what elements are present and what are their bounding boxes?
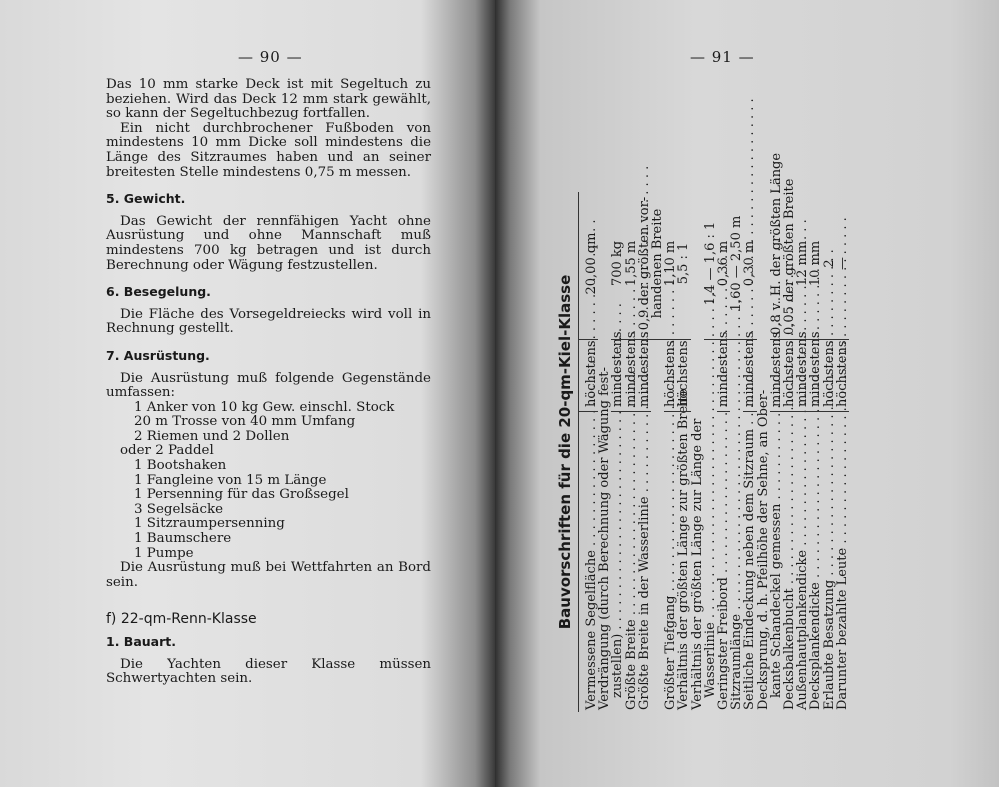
left-body [106, 78, 431, 687]
paragraph-equipment-intro: Die Ausrüstung muß folgende Gegenstände umfassen: [106, 370, 431, 401]
row-qualifier: mindestens [796, 340, 809, 412]
row-label: Decksplankendicke . . . [809, 412, 822, 712]
row-label: Darunter bezahlte Leute . . . [836, 412, 849, 712]
row-qualifier: mindestens [809, 340, 822, 412]
row-value: — [836, 192, 849, 340]
row-label: Größte Breite . . . [625, 412, 638, 712]
table-row [611, 192, 624, 712]
table-row [677, 192, 690, 712]
row-value: handenen Breite [651, 192, 664, 340]
page-number-left: — 90 — [238, 48, 303, 66]
list-item: 1 Anker von 10 kg Gew. einschl. Stock [134, 399, 395, 415]
table-row [625, 192, 638, 712]
list-item: 1 Baumschere [134, 531, 232, 547]
row-value: 5,5 : 1 [677, 192, 690, 340]
row-label: Größter Tiefgang . . . [664, 412, 677, 712]
row-value: 0,9 der größten vor- [638, 192, 651, 340]
table-row [809, 192, 822, 712]
heading-construction: 1. Bauart. [106, 634, 176, 649]
row-value: 1,4 — 1,6 : 1 [704, 192, 717, 340]
row-label: Außenhautplankendicke . . . [796, 412, 809, 712]
row-qualifier: mindestens [611, 340, 624, 412]
list-item: 1 Bootshaken [134, 458, 227, 474]
row-qualifier: mindestens [743, 340, 756, 412]
row-value: 2 [823, 192, 836, 340]
table-row [743, 192, 756, 712]
list-item: 1 Persenning für das Großsegel [134, 487, 349, 503]
row-qualifier: mindestens [717, 340, 730, 412]
row-label: Größte Breite in der Wasserlinie . . . [638, 412, 651, 712]
heading-equipment: 7. Ausrüstung. [106, 347, 210, 363]
left-page [0, 0, 495, 787]
list-item: oder 2 Paddel [120, 443, 214, 459]
rotated-table [552, 152, 882, 712]
list-item: 3 Segelsäcke [134, 501, 224, 517]
row-value: 0,8 v. H. der größten Länge [770, 192, 783, 340]
section-title: f) 22-qm-Renn-Klasse [106, 611, 257, 628]
table-row [757, 192, 770, 712]
row-value: 1,55 m [625, 192, 638, 340]
row-qualifier: höchstens [823, 340, 836, 412]
row-qualifier: höchstens [783, 340, 796, 412]
row-value: 0,30 m [743, 192, 756, 340]
row-value: 1,60 — 2,50 m [730, 192, 743, 340]
row-qualifier: höchstens [664, 340, 677, 412]
row-qualifier: höchstens [677, 340, 690, 412]
row-qualifier: mindestens [770, 340, 783, 412]
paragraph-floor: Ein nicht durchbrochener Fußboden von mindestens 10 mm Dicke soll mindestens die Länge des Sitzraumes haben und an seiner breitesten Stelle mindestens 0,75 m messen. [106, 120, 431, 180]
list-item: 1 Sitzraumpersenning [134, 516, 285, 532]
paragraph-equipment-onboard: Die Ausrüstung muß bei Wettfahrten an Bord sein. [106, 560, 431, 590]
row-qualifier: höchstens [836, 340, 849, 412]
paragraph-weight: Das Gewicht der rennfähigen Yacht ohne Ausrüstung und ohne Mannschaft muß mindestens 700 kg betragen und ist durch Berechnung oder Wägung festzustellen. [106, 213, 431, 273]
row-label: zustellen) . . . [611, 412, 624, 712]
row-value: 10 mm [809, 192, 822, 340]
row-label: Geringster Freibord . . . [717, 412, 730, 712]
list-item: 20 m Trosse von 40 mm Umfang [134, 414, 356, 430]
row-label: Erlaubte Besatzung . . . [823, 412, 836, 712]
row-value: 700 kg [611, 192, 624, 340]
row-qualifier: mindestens [638, 340, 651, 412]
paragraph-rigging: Die Fläche des Vorsegeldreiecks wird voll in Rechnung gestellt. [106, 306, 431, 337]
row-value: 0,36 m [717, 192, 730, 340]
row-value: 0,05 der größten Breite [783, 192, 796, 340]
table-row [823, 192, 836, 712]
row-label: Sitzraumlänge . . . [730, 412, 743, 712]
row-label: Decksprung, d. h. Pfeilhöhe der Sehne, an Ober- [755, 389, 771, 710]
heading-weight: 5. Gewicht. [106, 191, 186, 207]
row-label: Verhältnis der größten Länge zur größten Breite [676, 388, 692, 710]
row-label: Decksbalkenbucht . . . [783, 412, 796, 712]
table-row [836, 192, 849, 712]
table-row [691, 192, 704, 712]
row-label: Verdrängung (durch Berechnung oder Wägung fest- [597, 367, 613, 710]
page-number-right: — 91 — [690, 48, 755, 66]
row-label: Vermessene Segelfläche . . . [585, 412, 598, 712]
heading-rigging: 6. Besegelung. [106, 284, 211, 300]
row-qualifier: höchstens [585, 340, 598, 412]
list-item: 1 Pumpe [134, 545, 194, 561]
list-item: 1 Fangleine von 15 m Länge [134, 472, 327, 488]
row-label: Verhältnis der größten Länge zur Länge der [689, 418, 705, 710]
list-item: 2 Riemen und 2 Dollen [134, 428, 290, 444]
rules-table [578, 152, 850, 712]
row-label: kante Schandeckel gemessen . . . [770, 412, 783, 712]
row-label: Wasserlinie . . . [704, 412, 717, 712]
table-title: Bauvorschriften für die 20-qm-Kiel-Klasse [556, 274, 574, 630]
row-label: Seitliche Eindeckung neben dem Sitzraum . . . [743, 412, 756, 712]
paragraph-construction: Die Yachten dieser Klasse müssen Schwertyachten sein. [106, 656, 431, 687]
row-qualifier: mindestens [625, 340, 638, 412]
row-value: 1,10 m [664, 192, 677, 340]
row-value: 20,00 qm [585, 192, 598, 340]
row-value: 12 mm [796, 192, 809, 340]
equipment-list [106, 401, 431, 562]
paragraph-deck: Das 10 mm starke Deck ist mit Segeltuch zu beziehen. Wird das Deck 12 mm stark gewählt, so kann der Segeltuchbezug fortfallen. [106, 77, 431, 122]
